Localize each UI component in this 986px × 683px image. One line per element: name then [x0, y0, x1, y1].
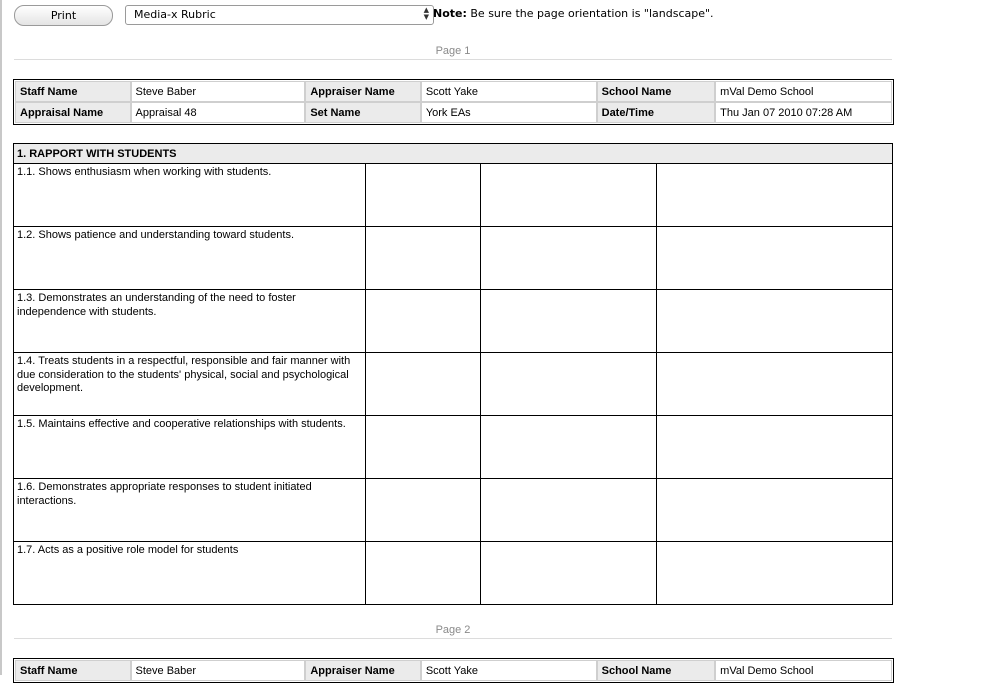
criterion-text: 1.5. Maintains effective and cooperative relationships with students.	[14, 416, 365, 479]
orientation-note	[433, 7, 714, 20]
rating-cell[interactable]	[365, 416, 480, 479]
staff-name-value: Steve Baber	[131, 660, 306, 681]
comment-cell[interactable]	[656, 416, 892, 479]
rubric-row	[14, 416, 892, 479]
info-row	[15, 660, 892, 681]
rating-cell[interactable]	[365, 542, 480, 605]
staff-name-label: Staff Name	[15, 81, 131, 102]
appraisal-name-label: Appraisal Name	[15, 102, 131, 123]
school-name-label: School Name	[597, 660, 716, 681]
note-text: Be sure the page orientation is "landscape".	[470, 7, 714, 20]
page-1-label: Page 1	[435, 45, 471, 57]
staff-name-value: Steve Baber	[131, 81, 306, 102]
criterion-text: 1.3. Demonstrates an understanding of the need to foster independence with students.	[14, 290, 365, 353]
rubric-row	[14, 227, 892, 290]
criterion-text: 1.1. Shows enthusiasm when working with students.	[14, 164, 365, 227]
datetime-label: Date/Time	[597, 102, 716, 123]
rating-cell[interactable]	[480, 290, 656, 353]
rating-cell[interactable]	[365, 164, 480, 227]
window-left-border	[0, 0, 2, 675]
criterion-text: 1.2. Shows patience and understanding toward students.	[14, 227, 365, 290]
rubric-row	[14, 164, 892, 227]
comment-cell[interactable]	[656, 479, 892, 542]
rating-cell[interactable]	[480, 542, 656, 605]
set-name-label: Set Name	[305, 102, 421, 123]
select-updown-arrows-icon: ▲ ▼	[423, 6, 429, 21]
appraiser-name-label: Appraiser Name	[305, 81, 421, 102]
note-label: Note:	[433, 7, 467, 20]
set-name-value: York EAs	[421, 102, 597, 123]
rating-cell[interactable]	[480, 227, 656, 290]
rating-cell[interactable]	[365, 353, 480, 416]
page-2-divider	[14, 638, 892, 639]
page-1-divider	[14, 59, 892, 60]
comment-cell[interactable]	[656, 542, 892, 605]
rubric-select[interactable]	[125, 5, 434, 25]
school-name-label: School Name	[597, 81, 716, 102]
comment-cell[interactable]	[656, 353, 892, 416]
rubric-row	[14, 353, 892, 416]
info-row	[15, 81, 892, 102]
rubric-row	[14, 542, 892, 605]
criterion-text: 1.6. Demonstrates appropriate responses to student initiated interactions.	[14, 479, 365, 542]
staff-name-label: Staff Name	[15, 660, 131, 681]
print-button[interactable]: Print	[14, 5, 113, 26]
datetime-value: Thu Jan 07 2010 07:28 AM	[715, 102, 892, 123]
rating-cell[interactable]	[365, 227, 480, 290]
rubric-section-table	[13, 143, 893, 605]
criterion-text: 1.7. Acts as a positive role model for students	[14, 542, 365, 605]
rubric-row	[14, 290, 892, 353]
school-name-value: mVal Demo School	[715, 660, 892, 681]
rating-cell[interactable]	[480, 164, 656, 227]
rubric-select-value: Media-x Rubric	[134, 8, 216, 21]
school-name-value: mVal Demo School	[715, 81, 892, 102]
appraiser-name-value: Scott Yake	[421, 660, 597, 681]
appraisal-name-value: Appraisal 48	[131, 102, 306, 123]
appraiser-name-label: Appraiser Name	[305, 660, 421, 681]
rubric-row	[14, 479, 892, 542]
rating-cell[interactable]	[365, 290, 480, 353]
appraiser-name-value: Scott Yake	[421, 81, 597, 102]
page-2-label: Page 2	[435, 624, 471, 636]
appraisal-info-table	[13, 79, 894, 125]
comment-cell[interactable]	[656, 290, 892, 353]
rating-cell[interactable]	[480, 416, 656, 479]
rating-cell[interactable]	[480, 479, 656, 542]
rating-cell[interactable]	[480, 353, 656, 416]
section-title: 1. RAPPORT WITH STUDENTS	[14, 144, 892, 164]
comment-cell[interactable]	[656, 227, 892, 290]
criterion-text: 1.4. Treats students in a respectful, responsible and fair manner with due consideration to the students' physical, social and psychological development.	[14, 353, 365, 416]
info-row	[15, 102, 892, 123]
rating-cell[interactable]	[365, 479, 480, 542]
comment-cell[interactable]	[656, 164, 892, 227]
appraisal-info-table-page-2	[13, 658, 894, 683]
